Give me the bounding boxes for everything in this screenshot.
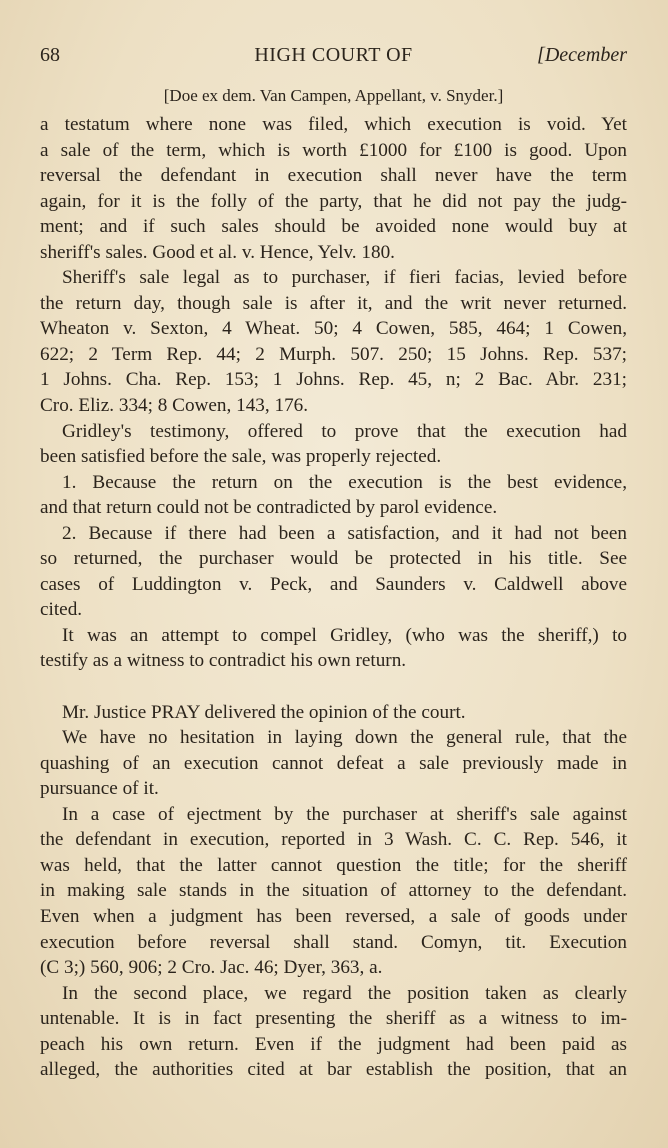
text-line: Gridley's testimony, offered to prove that the execution had: [62, 420, 627, 442]
paragraph: [40, 112, 627, 265]
text-line: peach his own return. Even if the judgment had been paid as: [40, 1033, 627, 1055]
text-line: been satisfied before the sale, was properly rejected.: [40, 446, 442, 468]
text-line: the defendant in execution, reported in 3 Wash. C. C. Rep. 546, it: [40, 829, 627, 851]
page-body: [40, 112, 627, 1083]
text-line: and that return could not be contradicted by parol evidence.: [40, 497, 498, 519]
paragraph: [40, 623, 627, 674]
paragraph: [40, 265, 627, 418]
paragraph: [40, 419, 627, 470]
case-caption: [Doe ex dem. Van Campen, Appellant, v. Snyder.]: [163, 86, 504, 105]
text-line: alleged, the authorities cited at bar establish the position, that an: [40, 1059, 627, 1081]
text-line: reversal the defendant in execution shall never have the term: [40, 165, 627, 187]
text-line: a testatum where none was filed, which execution is void. Yet: [40, 114, 627, 135]
text-line: testify as a witness to contradict his own return.: [40, 650, 407, 672]
text-line: cited.: [40, 599, 83, 621]
text-line: ment; and if such sales should be avoided none would buy at: [40, 216, 627, 238]
text-line: the return day, though sale is after it, and the writ never returned.: [40, 292, 627, 314]
blank-line: [40, 674, 627, 700]
running-title: HIGH COURT OF: [254, 44, 413, 66]
text-line: sheriff's sales. Good et al. v. Hence, Yelv. 180.: [40, 241, 395, 263]
text-line: In the second place, we regard the position taken as clearly: [62, 982, 627, 1004]
text-line: (C 3;) 560, 906; 2 Cro. Jac. 46; Dyer, 363, a.: [40, 957, 383, 979]
text-line: 1 Johns. Cha. Rep. 153; 1 Johns. Rep. 45, n; 2 Bac. Abr. 231;: [40, 369, 627, 391]
text-line: so returned, the purchaser would be protected in his title. See: [40, 548, 627, 570]
text-line: In a case of ejectment by the purchaser at sheriff's sale against: [62, 803, 627, 825]
text-line: Cro. Eliz. 334; 8 Cowen, 143, 176.: [40, 395, 309, 417]
running-month: [December: [537, 44, 627, 66]
paragraph: [40, 470, 627, 521]
text-line: 2. Because if there had been a satisfaction, and it had not been: [62, 522, 627, 544]
text-line: in making sale stands in the situation of attorney to the defendant.: [40, 880, 627, 902]
text-line: It was an attempt to compel Gridley, (who was the sheriff,) to: [62, 624, 627, 646]
page-number: 68: [40, 44, 60, 66]
paragraph: [40, 700, 627, 726]
paragraph: [40, 521, 627, 623]
text-line: 1. Because the return on the execution is the best evidence,: [62, 471, 627, 493]
text-line: execution before reversal shall stand. Comyn, tit. Execution: [40, 931, 627, 953]
text-line: was held, that the latter cannot question the title; for the sheriff: [40, 854, 627, 876]
text-line: Wheaton v. Sexton, 4 Wheat. 50; 4 Cowen, 585, 464; 1 Cowen,: [40, 318, 627, 340]
text-line: Mr. Justice PRAY delivered the opinion of the court.: [62, 701, 466, 723]
paragraph: [40, 725, 627, 802]
text-line: a sale of the term, which is worth £1000 for £100 is good. Upon: [40, 139, 627, 161]
paragraph: [40, 802, 627, 981]
text-line: untenable. It is in fact presenting the sheriff as a witness to im-: [40, 1008, 627, 1030]
text-line: We have no hesitation in laying down the general rule, that the: [62, 727, 627, 749]
text-line: Sheriff's sale legal as to purchaser, if fieri facias, levied before: [62, 267, 627, 289]
text-line: quashing of an execution cannot defeat a sale previously made in: [40, 752, 627, 774]
text-line: again, for it is the folly of the party, that he did not pay the judg-: [40, 190, 627, 212]
running-header: [40, 44, 627, 70]
text-line: 622; 2 Term Rep. 44; 2 Murph. 507. 250; 15 Johns. Rep. 537;: [40, 343, 627, 365]
text-line: Even when a judgment has been reversed, a sale of goods under: [40, 905, 627, 927]
text-line: cases of Luddington v. Peck, and Saunders v. Caldwell above: [40, 573, 627, 595]
text-line: pursuance of it.: [40, 778, 159, 800]
paragraph: [40, 981, 627, 1083]
